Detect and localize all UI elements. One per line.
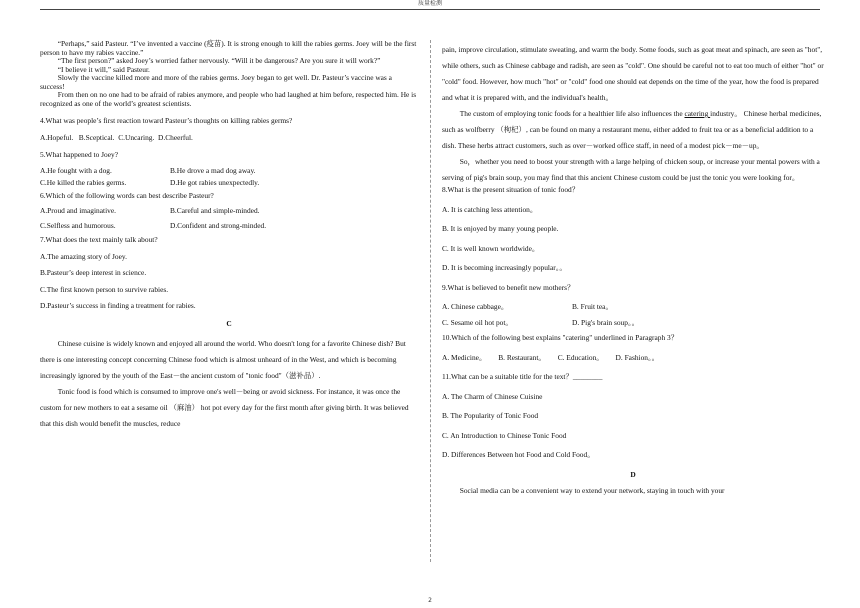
story-paragraph: Slowly the vaccine killed more and more of the rabies germs. Joey began to get well. Dr. Pasteur’s vaccine was a success! [40, 73, 392, 91]
header-title: 质量检测 [417, 0, 442, 7]
option-d: D. Fashion。。 [615, 352, 660, 362]
option-a: A. Medicine。 [442, 352, 487, 362]
story-paragraph: “The first person?” asked Joey’s worried father nervously. “Will it be dangerous? Are you sure it will work?” [57, 56, 381, 65]
option-a: A. The Charm of Chinese Cuisine [442, 391, 543, 401]
page-number: 2 [428, 597, 432, 604]
paragraph-3-text-before: The custom of employing tonic foods for a healthier life also influences the [459, 109, 685, 118]
question-10: 10.Which of the following best explains "catering" underlined in Paragraph 3？ [442, 333, 679, 342]
page-header [0, 0, 860, 12]
option-c: C.The first known person to survive rabies. [40, 284, 169, 294]
option-d: D.He got rabies unexpectedly. [170, 178, 260, 187]
question-8: 8.What is the present situation of tonic food？ [442, 185, 580, 194]
question-6-options-row-2 [40, 222, 418, 231]
option-d: D. Pig's brain soup。。 [572, 317, 640, 327]
option-c: C. Sesame oil hot pot。 [442, 317, 513, 327]
passage-c-paragraph-3 [442, 106, 824, 154]
passage-c-paragraph-1: Chinese cuisine is widely known and enjoyed all around the world. Who doesn't long for a favorite Chinese dish? But there is one interesting concept concerning Chinese food which is almost unheard of in the West, and which is becoming increasingly ignored by the youth of the East－the ancient custom of "tonic food"（滋补品）. [40, 339, 406, 380]
question-11: 11.What can be a suitable title for the text？________ [442, 372, 603, 381]
option-b: B. Restaurant。 [498, 352, 546, 362]
option-b: B.Careful and simple-minded. [170, 206, 260, 215]
passage-c-paragraph-2-continued: pain, improve circulation, stimulate sweating, and warm the body. Some foods, such as goat meat and spinach, are seen as "hot", while others, such as Chinese cabbage and radish, are seen as "cold". One should be careful not to eat too much of either "hot" or "cold" food. However, how much "hot" or "cold" food one should eat depends on the time of the year, how the food is prepared and what it is prepared with, and the individual's health。 [442, 45, 824, 102]
passage-d-paragraph-1: Social media can be a convenient way to extend your network, staying in touch with your [459, 486, 725, 495]
question-5-options-row-1 [40, 167, 418, 176]
passage-c-paragraph-2: Tonic food is food which is consumed to improve one's well－being or avoid sickness. For instance, it was once the custom for new mothers to eat a sesame oil （麻油） hot pot every day for the first month after giving birth. It was believed that this dish would benefit the muscles, reduce [40, 387, 409, 428]
option-c: C. It is well known worldwide。 [442, 243, 540, 253]
option-c: C. Education。 [557, 352, 604, 362]
option-b: B. The Popularity of Tonic Food [442, 411, 539, 420]
option-d: D.Confident and strong-minded. [170, 220, 267, 230]
option-b: B.He drove a mad dog away. [170, 165, 256, 175]
option-c: C.He killed the rabies germs. [40, 178, 127, 187]
page-footer [0, 597, 860, 604]
underlined-word-catering: catering [684, 109, 711, 118]
story-paragraph: From then on no one had to be afraid of rabies anymore, and people who had laughed at him before, respected him. He is recognized as one of the world’s greatest scientists. [40, 90, 417, 108]
option-a: A. Chinese cabbage。 [442, 302, 509, 311]
question-5: 5.What happened to Joey? [40, 150, 118, 159]
story-paragraph: “I believe it will,” said Pasteur. [57, 64, 150, 74]
option-a: A.Proud and imaginative. [40, 206, 116, 215]
question-6: 6.Which of the following words can best describe Pasteur? [40, 190, 214, 200]
option-d: D.Pasteur’s success in finding a treatment for rabies. [40, 301, 196, 310]
passage-c-paragraph-4: So，whether you need to boost your strength with a large helping of chicken soup, or increase your mental powers with a serving of pig's brain soup, you may find that this ancient Chinese custom could be just the tonic you were looking for。 [442, 157, 820, 182]
left-column [40, 40, 418, 432]
right-column [442, 42, 824, 496]
section-heading-c: C [226, 318, 232, 328]
question-5-options-row-2 [40, 179, 418, 188]
header-rule [40, 9, 820, 10]
question-9-options-row-1 [442, 303, 824, 312]
question-10-options [442, 354, 824, 363]
question-7: 7.What does the text mainly talk about? [40, 235, 158, 244]
option-a: A.He fought with a dog. [40, 165, 112, 175]
option-b: B. Fruit tea。 [572, 302, 613, 311]
story-paragraph: “Perhaps,” said Pasteur. “I’ve invented a vaccine (疫苗). It is strong enough to kill the rabies germs. Joey will be the first person to have my rabies vaccine.” [40, 39, 417, 57]
option-d: D. Differences Between hot Food and Cold Food。 [442, 450, 595, 459]
option-c: C. An Introduction to Chinese Tonic Food [442, 430, 567, 440]
question-4: 4.What was people’s first reaction toward Pasteur’s thoughts on killing rabies germs? [40, 116, 293, 125]
paragraph-3-text-after: industry。 Chinese herbal medicines, such as wolfberry （枸杞）, can be found on many a restaurant menu, either added to fruit tea or as a beneficial addition to a dish. These herbs attract customers, such as over－worked office staff, in need of a modest pick－me－up。 [442, 109, 822, 150]
section-heading-d: D [630, 469, 636, 479]
option-a: A.The amazing story of Joey. [40, 251, 127, 261]
option-c: C.Selfless and humorous. [40, 220, 116, 230]
question-4-options: A.Hopeful. B.Sceptical. C.Uncaring. D.Cheerful. [40, 132, 193, 142]
option-b: B.Pasteur’s deep interest in science. [40, 268, 147, 277]
question-9: 9.What is believed to benefit new mothers？ [442, 282, 575, 292]
option-d: D. It is becoming increasingly popular。。 [442, 263, 567, 272]
option-b: B. It is enjoyed by many young people. [442, 224, 559, 233]
column-divider [430, 40, 431, 562]
option-a: A. It is catching less attention。 [442, 204, 538, 214]
question-6-options-row-1 [40, 207, 418, 216]
question-9-options-row-2 [442, 319, 824, 328]
